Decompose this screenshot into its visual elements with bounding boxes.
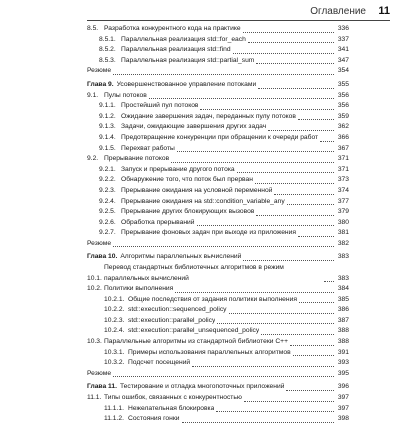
dot-leader xyxy=(256,215,334,216)
toc-entry-title: Прерывание потоков xyxy=(104,155,170,163)
dot-leader xyxy=(299,302,334,303)
header-rule xyxy=(87,20,390,21)
page-number: 11 xyxy=(378,5,390,17)
toc-entry[interactable] xyxy=(87,112,349,123)
toc-entry-page: 387 xyxy=(337,316,349,324)
toc-entry-page: 356 xyxy=(337,91,349,99)
toc-entry-page: 367 xyxy=(337,144,349,152)
toc-entry-number: 10.2.1. xyxy=(104,295,125,303)
toc-entry-page: 373 xyxy=(337,176,349,184)
toc-entry-page: 397 xyxy=(337,404,349,412)
toc-entry-page: 395 xyxy=(337,369,349,377)
dot-leader xyxy=(113,74,334,75)
toc-entry-page: 347 xyxy=(337,56,349,64)
toc-entry-title: Резюме xyxy=(87,369,112,377)
running-header xyxy=(87,4,390,20)
toc-entry-page: 383 xyxy=(337,253,349,261)
toc-entry-page: 391 xyxy=(337,348,349,356)
toc-entry-page: 336 xyxy=(337,25,349,32)
toc-entry-title: Разработка конкурентного кода на практике xyxy=(104,25,241,32)
toc-entry-title: Нежелательная блокировка xyxy=(128,404,215,412)
toc-entry[interactable] xyxy=(87,393,349,404)
toc-chapter[interactable] xyxy=(87,252,349,263)
toc-entry-number: 10.3.1. xyxy=(104,348,125,356)
toc-entry-page: 359 xyxy=(337,112,349,120)
toc-entry-title: Типы ошибок, связанных с конкурентностью xyxy=(104,394,242,401)
dot-leader xyxy=(217,323,334,324)
toc-entry-number: 9.2.6. xyxy=(99,218,116,226)
dot-leader xyxy=(286,390,334,391)
toc-entry-title: Пулы потоков xyxy=(104,91,147,99)
dot-leader xyxy=(293,355,334,356)
toc-entry-number: 10.2.2. xyxy=(104,306,125,314)
toc-entry-title: std::execution::parallel_policy xyxy=(128,316,216,324)
toc-entry[interactable] xyxy=(87,218,349,229)
header-title: Оглавление xyxy=(310,6,366,17)
toc-entry-title: Подсчет посещений xyxy=(128,359,191,367)
toc-chapter[interactable] xyxy=(87,80,349,91)
toc-entry[interactable] xyxy=(87,305,349,316)
toc-entry-title: Параллельная реализация std::partial_sum xyxy=(121,56,255,64)
dot-leader xyxy=(229,313,334,314)
toc-entry-title: Перехват работы xyxy=(121,144,175,152)
dot-leader xyxy=(216,411,334,412)
toc-entry[interactable] xyxy=(87,239,349,250)
toc-entry-title: Усовершенствованное управление потоками xyxy=(116,80,257,88)
toc-entry-page: 377 xyxy=(337,197,349,205)
dot-leader xyxy=(255,183,334,184)
toc-entry-title: Тестирование и отладка многопоточных приложений xyxy=(119,383,285,391)
toc-entry[interactable] xyxy=(87,337,349,348)
dot-leader xyxy=(243,32,334,33)
toc-entry-title: Предотвращение конкуренции при обращении к очереди работ xyxy=(121,133,319,141)
toc-entry-number: 9.1.5. xyxy=(99,144,116,152)
toc-entry-number: 10.3.2. xyxy=(104,359,125,367)
dot-leader xyxy=(244,401,334,402)
toc-entry-page: 371 xyxy=(337,165,349,173)
toc-entry-page: 337 xyxy=(337,35,349,43)
toc-entry-number: Глава 9. xyxy=(87,80,114,88)
dot-leader xyxy=(177,151,334,152)
toc-entry-title: Обнаружение того, что поток был прерван xyxy=(121,176,253,184)
dot-leader xyxy=(298,119,334,120)
toc-entry[interactable] xyxy=(87,56,349,67)
toc-entry-number: 11.1.2. xyxy=(104,415,124,423)
toc-entry-page: 355 xyxy=(337,80,349,88)
toc-entry-number: 9.2.4. xyxy=(99,197,116,205)
dot-leader xyxy=(256,63,334,64)
dot-leader xyxy=(320,141,334,142)
dot-leader xyxy=(113,246,334,247)
toc-entry[interactable] xyxy=(87,207,349,218)
toc-entry[interactable] xyxy=(87,175,349,186)
toc-entry[interactable] xyxy=(87,284,349,295)
toc-entry-page: 366 xyxy=(337,133,349,141)
dot-leader xyxy=(113,376,334,377)
toc-entry-page: 356 xyxy=(337,102,349,110)
toc-entry-title: Параллельная реализация std::find xyxy=(121,46,231,54)
toc-entry-number: 8.5.1. xyxy=(99,35,116,43)
toc-entry-number: 9.1. xyxy=(87,91,99,99)
toc-entry[interactable] xyxy=(87,369,349,380)
toc-entry-page: 386 xyxy=(337,306,349,314)
dot-leader xyxy=(175,292,334,293)
toc-entry[interactable] xyxy=(87,348,349,359)
toc-entry[interactable] xyxy=(87,66,349,77)
toc-entry[interactable] xyxy=(87,45,349,56)
table-of-contents xyxy=(87,24,349,425)
dot-leader xyxy=(248,42,334,43)
toc-entry-number: 9.1.4. xyxy=(99,133,116,141)
toc-entry[interactable] xyxy=(87,122,349,133)
dot-leader xyxy=(287,204,334,205)
toc-entry-page: 380 xyxy=(337,218,349,226)
toc-entry-number: 9.2.3. xyxy=(99,186,116,194)
toc-entry-number: 9.1.3. xyxy=(99,123,116,131)
dot-leader xyxy=(290,345,334,346)
dot-leader xyxy=(237,172,334,173)
toc-entry[interactable] xyxy=(87,197,349,208)
toc-entry[interactable] xyxy=(87,316,349,327)
toc-entry-page: 371 xyxy=(337,155,349,163)
toc-entry-page: 396 xyxy=(337,383,349,391)
toc-entry[interactable] xyxy=(87,358,349,369)
toc-entry[interactable] xyxy=(87,24,349,35)
toc-entry-title: std::execution::parallel_unsequenced_policy xyxy=(128,327,260,335)
toc-entry-title: Политики выполнения xyxy=(104,285,174,293)
toc-entry[interactable] xyxy=(87,101,349,112)
toc-entry-title: Алгоритмы параллельных вычислений xyxy=(120,253,242,261)
toc-entry-number: Глава 10. xyxy=(87,253,118,261)
toc-entry-page: 388 xyxy=(337,338,349,346)
toc-entry-title: Прерывание ожидания на условной переменной xyxy=(121,186,273,194)
toc-entry-number: 9.2.1. xyxy=(99,165,116,173)
toc-entry-number: 10.2. xyxy=(87,285,102,293)
toc-entry-page: 354 xyxy=(337,67,349,75)
toc-entry[interactable] xyxy=(87,326,349,337)
toc-entry-number: 11.1. xyxy=(87,394,102,401)
toc-entry[interactable] xyxy=(87,263,349,284)
toc-entry-number: 8.5. xyxy=(87,25,99,32)
toc-entry-page: 384 xyxy=(337,285,349,293)
toc-entry-number: 10.3. xyxy=(87,338,102,346)
toc-entry-number: 9.2. xyxy=(87,155,99,163)
dot-leader xyxy=(274,194,334,195)
toc-entry[interactable] xyxy=(87,35,349,46)
dot-leader xyxy=(200,109,334,110)
dot-leader xyxy=(268,130,334,131)
dot-leader xyxy=(233,53,334,54)
toc-entry-page: 388 xyxy=(337,327,349,335)
toc-entry-number: 9.2.7. xyxy=(99,229,116,237)
toc-entry-number: 11.1.1. xyxy=(104,404,124,412)
toc-entry-number: 10.2.4. xyxy=(104,327,125,335)
toc-entry-title: Общие последствия от задания политики выполнения xyxy=(128,295,297,303)
toc-entry-title: Резюме xyxy=(87,67,112,75)
toc-entry-page: 381 xyxy=(337,229,349,237)
toc-entry[interactable] xyxy=(87,186,349,197)
dot-leader xyxy=(171,162,334,163)
toc-entry-title: Простейший пул потоков xyxy=(121,102,199,110)
dot-leader xyxy=(182,422,335,423)
toc-entry-number: 8.5.3. xyxy=(99,56,116,64)
toc-entry-page: 379 xyxy=(337,208,349,216)
toc-entry-page: 341 xyxy=(337,46,349,54)
toc-entry[interactable] xyxy=(87,165,349,176)
toc-entry[interactable] xyxy=(87,154,349,165)
toc-entry-title: Перевод стандартных библиотечных алгоритмов в режим параллельных вычислений xyxy=(104,264,284,282)
dot-leader xyxy=(197,225,334,226)
toc-entry-number: 10.2.3. xyxy=(104,316,125,324)
toc-entry-number: 8.5.2. xyxy=(99,46,116,54)
dot-leader xyxy=(298,236,334,237)
toc-entry-title: Состояния гонки xyxy=(128,415,180,423)
toc-entry-number: 9.2.5. xyxy=(99,208,116,216)
toc-entry-title: Прерывание ожидания на std::condition_variable_any xyxy=(121,197,285,205)
toc-entry-title: Ожидание завершения задач, переданных пулу потоков xyxy=(121,112,296,120)
toc-chapter[interactable] xyxy=(87,382,349,393)
toc-entry-number: Глава 11. xyxy=(87,383,117,391)
toc-entry-number: 10.1. xyxy=(87,274,102,282)
toc-entry-title: Запуск и прерывание другого потока xyxy=(121,165,235,173)
toc-entry-title: Параллельные алгоритмы из стандартной библиотеки C++ xyxy=(104,338,288,346)
toc-entry-page: 398 xyxy=(337,415,349,423)
toc-entry[interactable] xyxy=(87,144,349,155)
toc-entry-page: 374 xyxy=(337,186,349,194)
toc-entry-page: 382 xyxy=(337,239,349,247)
toc-entry-number: 9.1.2. xyxy=(99,112,116,120)
toc-entry-title: Задачи, ожидающие завершения других задач xyxy=(121,123,267,131)
dot-leader xyxy=(243,260,334,261)
toc-entry-title: Резюме xyxy=(87,239,112,247)
toc-entry-page: 397 xyxy=(337,394,349,401)
toc-entry[interactable] xyxy=(87,404,349,415)
toc-entry[interactable] xyxy=(87,91,349,102)
dot-leader xyxy=(324,281,334,282)
toc-entry-title: Примеры использования параллельных алгоритмов xyxy=(128,348,291,356)
toc-entry-title: std::execution::sequenced_policy xyxy=(128,306,227,314)
toc-entry[interactable] xyxy=(87,133,349,144)
toc-entry[interactable] xyxy=(87,414,349,425)
toc-entry-title: Параллельная реализация std::for_each xyxy=(121,35,246,43)
toc-entry-page: 385 xyxy=(337,295,349,303)
dot-leader xyxy=(149,98,334,99)
toc-entry-page: 383 xyxy=(337,274,349,282)
toc-entry-title: Обработка прерываний xyxy=(121,218,195,226)
dot-leader xyxy=(261,334,334,335)
toc-entry[interactable] xyxy=(87,228,349,239)
toc-entry-number: 9.2.2. xyxy=(99,176,116,184)
toc-entry-page: 362 xyxy=(337,123,349,131)
toc-entry-number: 9.1.1. xyxy=(99,102,116,110)
dot-leader xyxy=(192,366,334,367)
toc-entry-title: Прерывание фоновых задач при выходе из приложения xyxy=(121,229,296,237)
toc-entry-page: 393 xyxy=(337,359,349,367)
toc-entry[interactable] xyxy=(87,295,349,306)
toc-entry-title: Прерывание других блокирующих вызовов xyxy=(121,208,255,216)
dot-leader xyxy=(258,88,334,89)
